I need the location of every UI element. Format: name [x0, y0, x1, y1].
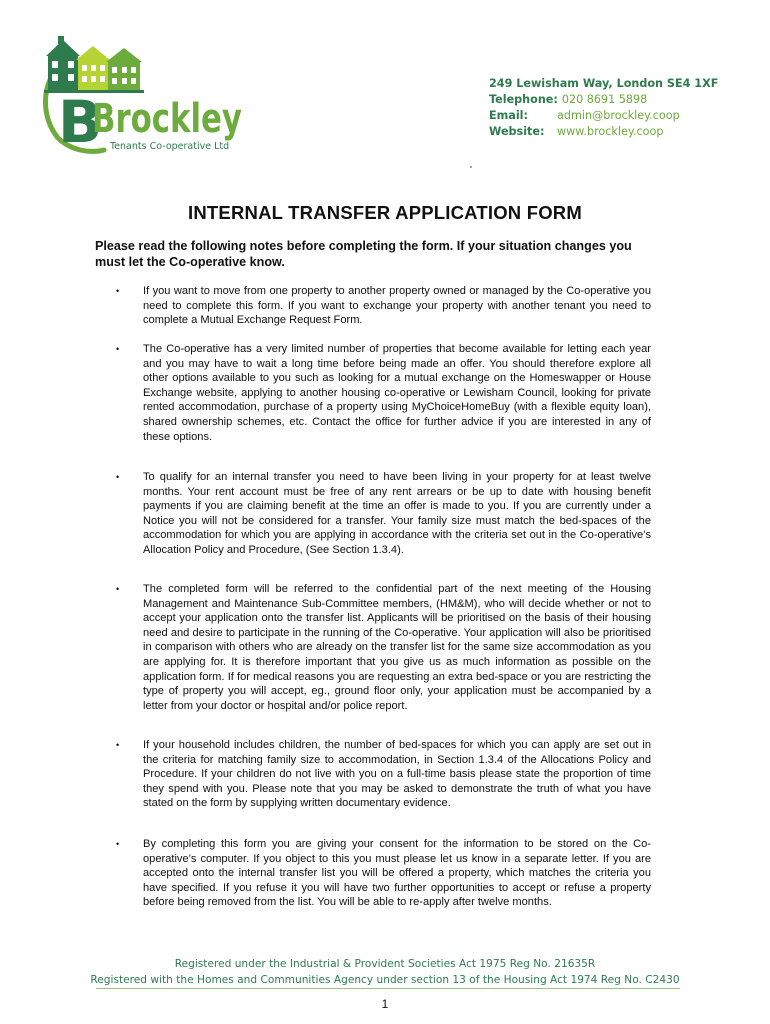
email-label: Email: — [489, 109, 528, 122]
note-item: If you want to move from one property to another property owned or managed by the Co-operative you need to complete this form. If you want to exchange your property with another tenant you need to complete a Mutual Exchange Request Form. — [143, 285, 651, 327]
bullet-marker: • — [116, 584, 120, 594]
registration-footer — [0, 956, 770, 988]
page-number: 1 — [381, 997, 389, 1011]
bullet-marker: • — [116, 286, 120, 296]
note-item: The Co-operative has a very limited number of properties that become available for letting each year and you may have to wait a long time before being made an offer. You should therefore explore all other options available to you such as looking for a mutual exchange on the Homeswapper or House Exchange website, applying to another housing co-operative or Lewisham Council, looking for private rented accommodation, purchase of a property using MyChoiceHomeBuy (with a flexible equity loan), shared ownership schemes, etc. Contact the office for further advice if you are interested in any of these options. — [143, 343, 651, 443]
note-item: The completed form will be referred to the confidential part of the next meeting of the Housing Management and Maintenance Sub-Committee members, (HM&M), who will decide whether or not to accept your application onto the transfer list. Applicants will be prioritised on the basis of their housing need and desire to participate in the running of the Co-operative. Your application will also be prioritised in comparison with others who are already on the transfer list for the same size accommodation as you are applying for. It is therefore important that you give us as much information as possible on the application form. If for medical reasons you are requesting an extra bed-space or you are restricting the type of property you will accept, eg., ground floor only, your application must be accompanied by a letter from your doctor or hospital and/or police report. — [143, 583, 651, 712]
bullet-marker: • — [116, 839, 120, 849]
website-value[interactable]: www.brockley.coop — [557, 125, 664, 138]
telephone-label: Telephone: — [489, 93, 558, 106]
bullet-marker: • — [116, 740, 120, 750]
brockley-logo — [38, 34, 248, 154]
bullet-marker: • — [116, 472, 120, 482]
footer-divider — [96, 988, 680, 989]
form-title: INTERNAL TRANSFER APPLICATION FORM — [188, 202, 582, 223]
telephone-value: 020 8691 5898 — [561, 93, 648, 106]
logo-wordmark: Brockley — [92, 96, 242, 142]
note-item: By completing this form you are giving your consent for the information to be stored on the Co-operative’s computer. If you object to this you must please let us know in a separate letter. If you are accepted onto the internal transfer list you will be offered a property, which matches the criteria you have specified. If you refuse it you will have two further opportunities to accept or refuse a property before being removed from the list. You will be able to re-apply after twelve months. — [143, 838, 651, 909]
bullet-marker: • — [116, 344, 120, 354]
logo-subtitle: Tenants Co-operative Ltd — [110, 141, 230, 152]
stray-dot — [470, 166, 472, 168]
registration-line-2: Registered with the Homes and Communities Agency under section 13 of the Housing Act 1974 Reg No. C2430 — [90, 974, 680, 986]
office-address: 249 Lewisham Way, London SE4 1XF — [489, 77, 719, 90]
note-item: If your household includes children, the number of bed-spaces for which you can apply are set out in the criteria for matching family size to accommodation, in Section 1.3.4 of the Allocations Policy and Procedure. If your children do not live with you on a full-time basis please state the proportion of time they spend with you. Please note that you may be asked to demonstrate the truth of what you have stated on the form by supplying written documentary evidence. — [143, 739, 651, 810]
website-label: Website: — [489, 125, 545, 138]
email-value[interactable]: admin@brockley.coop — [557, 109, 680, 122]
contact-block — [489, 76, 749, 140]
svg-text:B: B — [58, 88, 103, 156]
intro-notice: Please read the following notes before completing the form. If your situation changes you must let the Co-operative know. — [95, 239, 632, 269]
registration-line-1: Registered under the Industrial & Provident Societies Act 1975 Reg No. 21635R — [174, 958, 596, 970]
note-item: To qualify for an internal transfer you need to have been living in your property for at least twelve months. Your rent account must be free of any rent arrears or be up to date with housing benefit payments if you are claiming benefit at the time an offer is made to you. If you are currently under a Notice you will not be considered for a transfer. Your family size must match the bed-spaces of the accommodation for which you are applying in accordance with the criteria set out in the Co-operative’s Allocation Policy and Procedure, (See Section 1.3.4). — [143, 471, 651, 556]
